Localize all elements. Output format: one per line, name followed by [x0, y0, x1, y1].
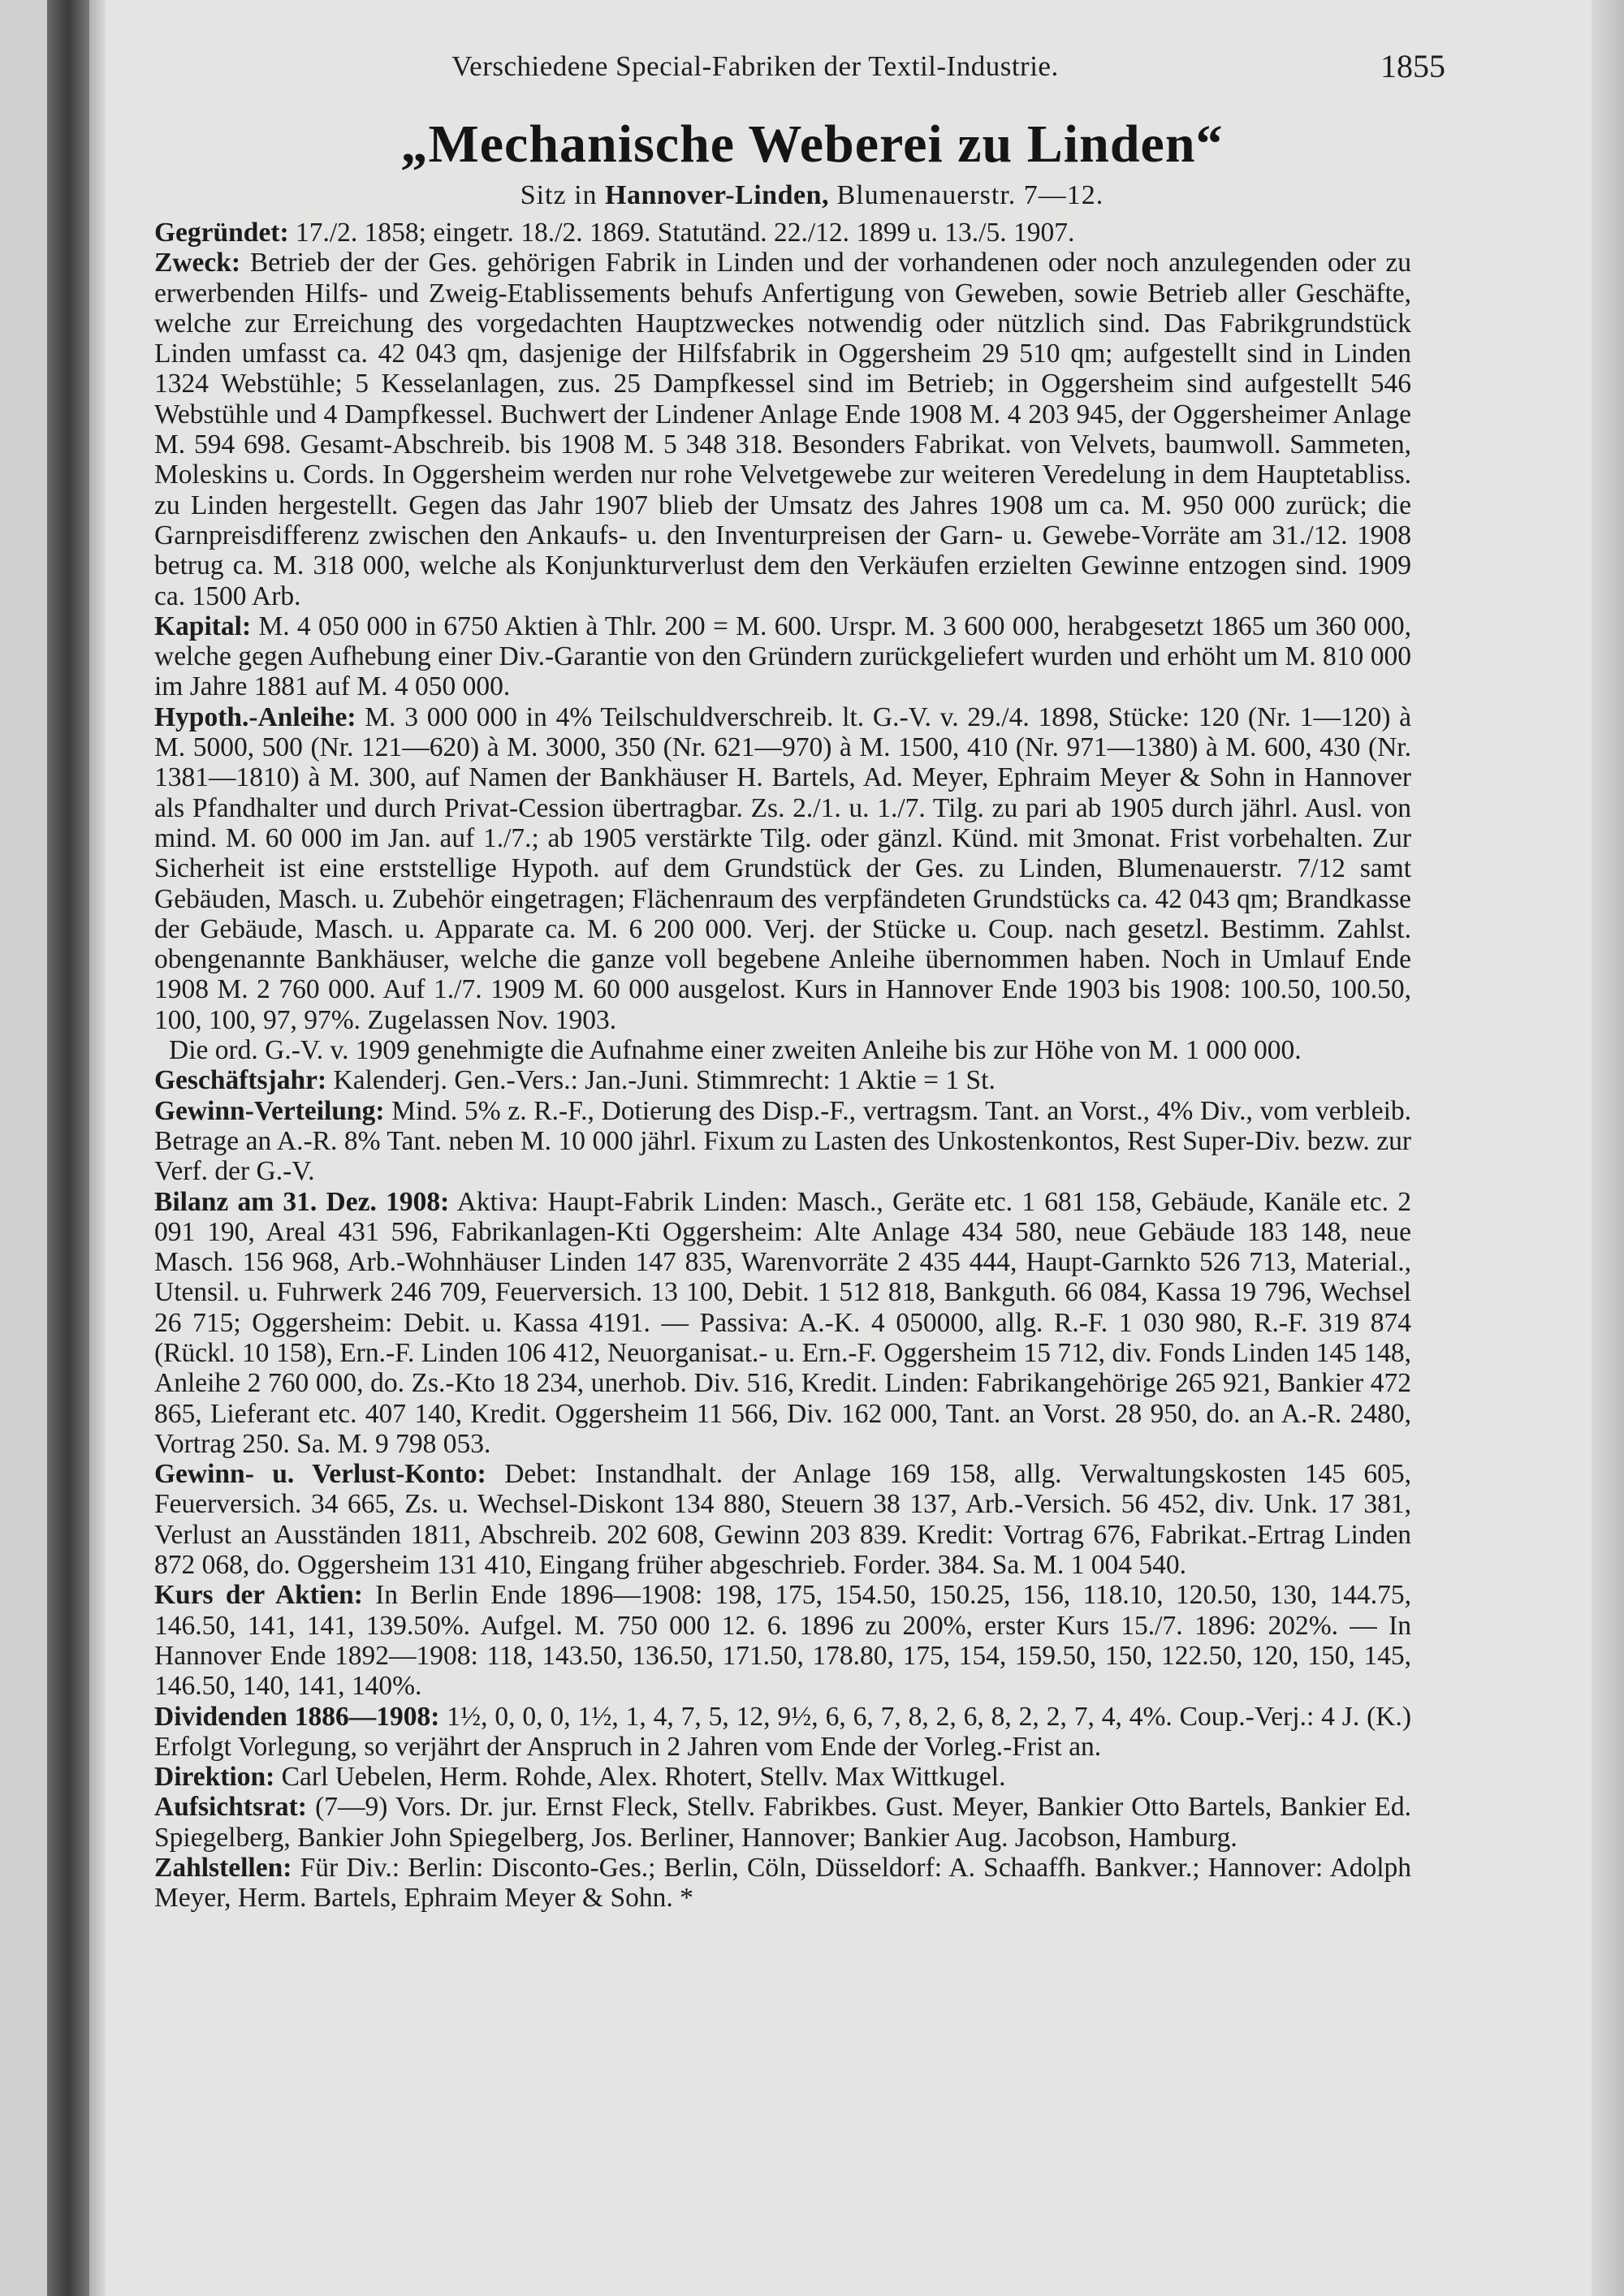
section-text: Aktiva: Haupt-Fabrik Linden: Masch., Geräte etc. 1 681 158, Gebäude, Kanäle etc. 2 091 190, Areal 431 596, Fabrikanlagen-Kti Oggersheim: Alte Anlage 434 580, neue Gebäude 183 148, neue Masch. 156 968, Arb.-Wohnhäuser Linden 147 835, Warenvorräte 2 435 444, Haupt-Garnkto 526 713, Material., Utensil. u. Fuhrwerk 246 709, Feuerversich. 13 100, Debit. 1 512 818, Bankguth. 66 084, Kassa 19 796, Wechsel 26 715; Oggersheim: Debit. u. Kassa 4191. — Passiva: A.-K. 4 050000, allg. R.-F. 1 030 980, R.-F. 319 874 (Rückl. 10 158), Ern.-F. Linden 106 412, Neuorganisat.- u. Ern.-F. Oggersheim 15 712, div. Fonds Linden 145 148, Anleihe 2 760 000, do. Zs.-Kto 18 234, unerhob. Div. 516, Kredit. Linden: Fabrikangehörige 265 921, Bankier 472 865, Lieferant etc. 407 140, Kredit. Oggersheim 11 566, Div. 162 000, Tant. an Vorst. 28 950, do. an A.-R. 2480, Vortrag 250. Sa. M. 9 798 053. [154, 1186, 1411, 1459]
page-number: 1855 [1380, 48, 1445, 84]
section-gewinn-verteilung [154, 1096, 1411, 1187]
book-spine-shadow [47, 0, 89, 2296]
section-label: Geschäftsjahr: [154, 1065, 327, 1096]
section-label: Aufsichtsrat: [154, 1792, 307, 1823]
section-text: Betrieb der der Ges. gehörigen Fabrik in Linden und der vorhandenen oder noch anzulegenden oder zu erwerbenden Hilfs- und Zweig-Etablissements behufs Anfertigung von Geweben, sowie Betrieb aller Geschäfte, welche zur Erreichung des vorgedachten Hauptzweckes notwendig oder nützlich sind. Das Fabrikgrundstück Linden umfasst ca. 42 043 qm, dasjenige der Hilfsfabrik in Oggersheim 29 510 qm; aufgestellt sind in Linden 1324 Webstühle; 5 Kesselanlagen, zus. 25 Dampfkessel sind im Betrieb; in Oggersheim sind aufgestellt 546 Webstühle und 4 Dampfkessel. Buchwert der Lindener Anlage Ende 1908 M. 4 203 945, der Oggersheimer Anlage M. 594 698. Gesamt-Abschreib. bis 1908 M. 5 348 318. Besonders Fabrikat. von Velvets, baumwoll. Sammeten, Moleskins u. Cords. In Oggersheim werden nur rohe Velvetgewebe zur weiteren Veredelung in dem Hauptetabliss. zu Linden hergestellt. Gegen das Jahr 1907 blieb der Umsatz des Jahres 1908 um ca. M. 950 000 zurück; die Garnpreisdifferenz zwischen den Ankaufs- u. den Inventurpreisen der Garn- u. Gewebe-Vorräte am 31./12. 1908 betrug ca. M. 318 000, welche als Konjunkturverlust dem den Verkäufen erzielten Gewinne entzogen sind. 1909 ca. 1500 Arb. [154, 248, 1411, 611]
section-text: Mind. 5% z. R.-F., Dotierung des Disp.-F., vertragsm. Tant. an Vorst., 4% Div., vom verbleib. Betrage an A.-R. 8% Tant. neben M. 10 000 jährl. Fixum zu Lasten des Unkostenkontos, Rest Super-Div. bezw. zur Verf. der G.-V. [154, 1095, 1412, 1187]
seat-city: Hannover-Linden, [605, 180, 829, 210]
section-zweite-anleihe [154, 1035, 1411, 1065]
section-label: Gewinn-Verteilung: [154, 1095, 385, 1126]
section-label: Hypoth.-Anleihe: [154, 701, 356, 732]
section-text: M. 4 050 000 in 6750 Aktien à Thlr. 200 = M. 600. Urspr. M. 3 600 000, herabgesetzt 1865 um 360 000, welche gegen Aufhebung einer Div.-Garantie von den Gründern zurückgeliefert wurden und erhöht um M. 810 000 im Jahre 1881 auf M. 4 050 000. [154, 611, 1412, 702]
section-label: Zahlstellen: [154, 1853, 292, 1884]
seat-prefix: Sitz in [520, 180, 598, 210]
section-gewinn-verlust [154, 1459, 1411, 1580]
section-direktion [154, 1762, 1411, 1792]
section-zweck [154, 248, 1411, 611]
section-label: Gegründet: [154, 218, 289, 248]
section-text: Debet: Instandhalt. der Anlage 169 158, allg. Verwaltungskosten 145 605, Feuerversich. 34 665, Zs. u. Wechsel-Diskont 134 880, Steuern 38 137, Arb.-Versich. 56 452, div. Unk. 17 381, Verlust an Ausständen 1811, Abschreib. 202 608, Gewinn 203 839. Kredit: Vortrag 676, Fabrikat.-Ertrag Linden 872 068, do. Oggersheim 131 410, Eingang früher abgeschrieb. Forder. 384. Sa. M. 1 004 540. [154, 1459, 1411, 1581]
section-geschaeftsjahr [154, 1065, 1411, 1095]
company-title: „Mechanische Weberei zu Linden“ [400, 114, 1224, 174]
section-label: Zweck: [154, 248, 241, 278]
section-dividenden [154, 1702, 1411, 1763]
section-kapital [154, 611, 1411, 702]
section-label: Direktion: [154, 1762, 275, 1793]
page-edge-left [0, 0, 47, 2296]
section-text: M. 3 000 000 in 4% Teilschuldverschreib. lt. G.-V. v. 29./4. 1898, Stücke: 120 (Nr. 1—120) à M. 5000, 500 (Nr. 121—620) à M. 3000, 350 (Nr. 621—970) à M. 1500, 410 (Nr. 971—1380) à M. 600, 430 (Nr. 1381—1810) à M. 300, auf Namen der Bankhäuser H. Bartels, Ad. Meyer, Ephraim Meyer & Sohn in Hannover als Pfandhalter und durch Privat-Cession übertragbar. Zs. 2./1. u. 1./7. Tilg. zu pari ab 1905 durch jährl. Ausl. von mind. M. 60 000 im Jan. auf 1./7.; ab 1905 verstärkte Tilg. oder gänzl. Künd. mit 3monat. Frist vorbehalten. Zur Sicherheit ist eine erststellige Hypoth. auf dem Grundstück der Ges. zu Linden, Blumenauerstr. 7/12 samt Gebäuden, Masch. u. Zubehör eingetragen; Flächenraum des verpfändeten Grundstücks ca. 42 043 qm; Brandkasse der Gebäude, Masch. u. Apparate ca. M. 6 200 000. Verj. der Stücke u. Coup. nach gesetzl. Bestimm. Zahlst. obengenannte Bankhäuser, welche die ganze voll begebene Anleihe übernommen haben. Noch in Umlauf Ende 1908 M. 2 760 000. Auf 1./7. 1909 M. 60 000 ausgelost. Kurs in Hannover Ende 1903 bis 1908: 100.50, 100.50, 100, 100, 97, 97%. Zugelassen Nov. 1903. [154, 701, 1411, 1035]
section-zahlstellen [154, 1853, 1411, 1914]
section-text: In Berlin Ende 1896—1908: 198, 175, 154.50, 150.25, 156, 118.10, 120.50, 130, 144.75, 146.50, 141, 141, 139.50%. Aufgel. M. 750 000 12. 6. 1896 zu 200%, erster Kurs 15./7. 1896: 202%. — In Hannover Ende 1892—1908: 118, 143.50, 136.50, 171.50, 178.80, 175, 154, 159.50, 150, 122.50, 120, 150, 145, 146.50, 140, 141, 140%. [154, 1580, 1411, 1702]
section-kurs [154, 1580, 1411, 1701]
section-bilanz [154, 1187, 1411, 1460]
section-text: Kalenderj. Gen.-Vers.: Jan.-Juni. Stimmrecht: 1 Aktie = 1 St. [333, 1065, 996, 1096]
entry-body [154, 218, 1411, 1914]
section-text: (7—9) Vors. Dr. jur. Ernst Fleck, Stellv. Fabrikbes. Gust. Meyer, Bankier Otto Bartels, Bankier Ed. Spiegelberg, Bankier John Spiegelberg, Jos. Berliner, Hannover; Bankier Aug. Jacobson, Hamburg. [154, 1792, 1411, 1853]
section-label: Dividenden 1886—1908: [154, 1701, 440, 1732]
section-label: Kapital: [154, 611, 252, 641]
section-label: Gewinn- u. Verlust-Konto: [154, 1459, 486, 1490]
gutter-shadow [89, 0, 106, 2296]
section-gegruendet [154, 218, 1411, 248]
section-text: Carl Uebelen, Herm. Rohde, Alex. Rhotert, Stellv. Max Wittkugel. [281, 1762, 1006, 1793]
section-label: Bilanz am 31. Dez. 1908: [154, 1186, 450, 1217]
section-text: 17./2. 1858; eingetr. 18./2. 1869. Statutänd. 22./12. 1899 u. 13./5. 1907. [296, 218, 1075, 248]
company-seat [0, 180, 1624, 211]
running-title: Verschiedene Special-Fabriken der Textil-Industrie. [451, 50, 1059, 82]
section-label: Kurs der Aktien: [154, 1580, 363, 1611]
page-edge-right [1592, 0, 1624, 2296]
section-text: 1½, 0, 0, 0, 1½, 1, 4, 7, 5, 12, 9½, 6, 6, 7, 8, 2, 6, 8, 2, 2, 7, 4, 4%. Coup.-Verj.: 4 J. (K.) Erfolgt Vorlegung, so verjährt der Anspruch in 2 Jahren vom Ende der Vorleg.-Frist an. [154, 1701, 1411, 1762]
section-text: Für Div.: Berlin: Disconto-Ges.; Berlin, Cöln, Düsseldorf: A. Schaaffh. Bankver.; Hannover: Adolph Meyer, Herm. Bartels, Ephraim Meyer & Sohn. * [154, 1853, 1412, 1914]
section-text: Die ord. G.-V. v. 1909 genehmigte die Aufnahme einer zweiten Anleihe bis zur Höhe von M. 1 000 000. [169, 1035, 1302, 1066]
seat-address: Blumenauerstr. 7—12. [836, 180, 1104, 210]
section-hypoth-anleihe [154, 702, 1411, 1035]
section-aufsichtsrat [154, 1792, 1411, 1853]
